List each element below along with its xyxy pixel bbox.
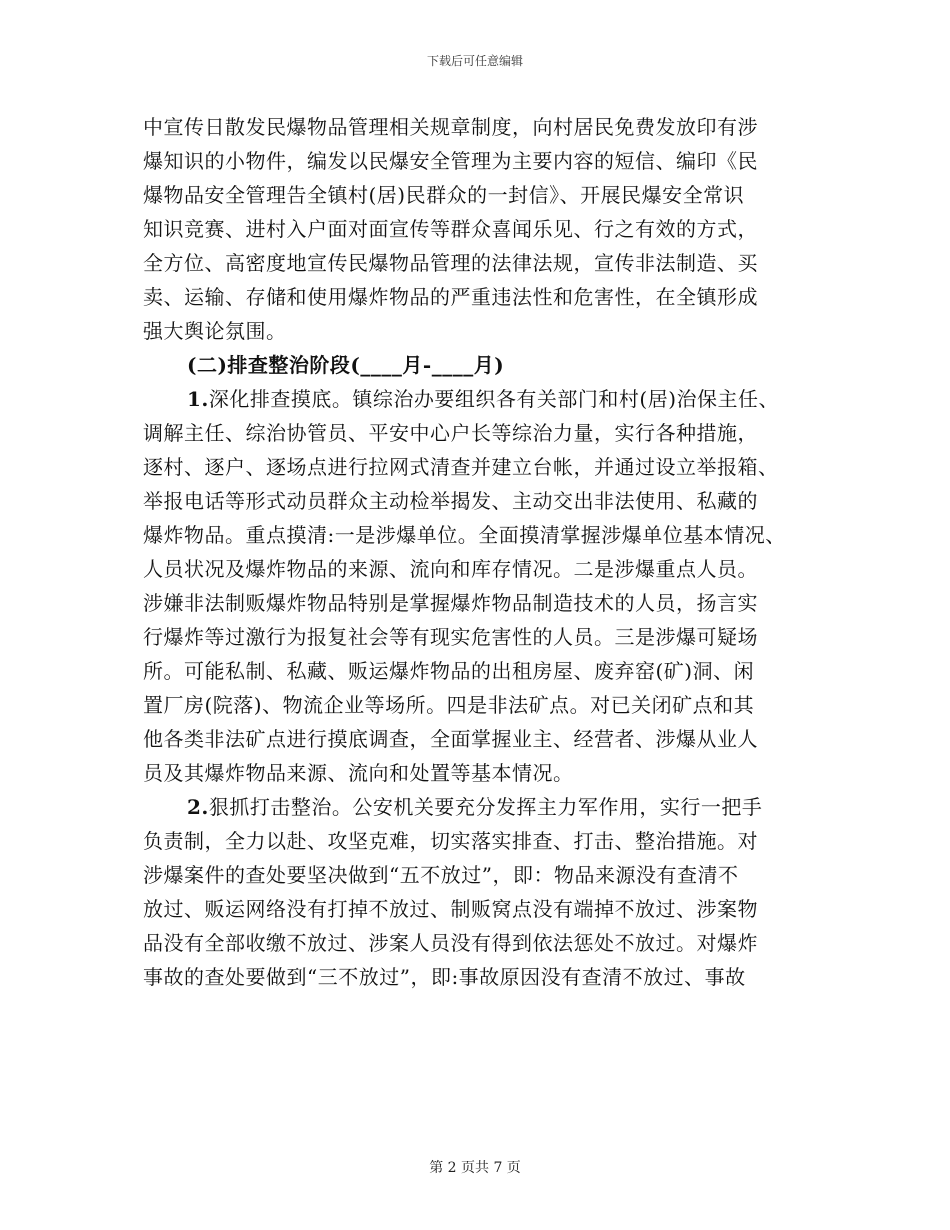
item-number: 1.	[187, 387, 209, 411]
body-line: 爆炸物品。重点摸清:一是涉爆单位。全面摸清掌握涉爆单位基本情况、	[143, 523, 786, 547]
body-line: 强大舆论氛围。	[143, 319, 287, 343]
document-body	[143, 110, 813, 994]
body-line: 所。可能私制、私藏、贩运爆炸物品的出租房屋、废弃窑(矿)洞、闲	[143, 659, 755, 683]
body-line: 人员状况及爆炸物品的来源、流向和库存情况。二是涉爆重点人员。	[143, 557, 758, 581]
page-header: 下载后可任意编辑	[426, 54, 523, 68]
body-line: 员及其爆炸物品来源、流向和处置等基本情况。	[143, 761, 574, 785]
body-line: 中宣传日散发民爆物品管理相关规章制度，向村居民免费发放印有涉	[143, 115, 758, 139]
body-line: 涉嫌非法制贩爆炸物品特别是掌握爆炸物品制造技术的人员，扬言实	[143, 591, 758, 615]
body-line: 全方位、高密度地宣传民爆物品管理的法律法规，宣传非法制造、买	[143, 251, 758, 275]
item-number: 2.	[187, 795, 209, 819]
section-heading: (二)排查整治阶段(____月-____月)	[187, 353, 505, 377]
page-footer: 第 2 页共 7 页	[429, 1160, 521, 1176]
body-line: 行爆炸等过激行为报复社会等有现实危害性的人员。三是涉爆可疑场	[143, 625, 758, 649]
body-line: 涉爆案件的查处要坚决做到“五不放过”，即：物品来源没有查清不	[143, 863, 739, 887]
body-line: 深化排查摸底。镇综治办要组织各有关部门和村(居)治保主任、	[208, 387, 779, 411]
body-line: 狠抓打击整治。公安机关要充分发挥主力军作用，实行一把手	[208, 795, 763, 819]
body-line: 事故的查处要做到“三不放过”，即:事故原因没有查清不放过、事故	[143, 965, 746, 989]
body-line: 负责制，全力以赴、攻坚克难，切实落实排查、打击、整治措施。对	[143, 829, 758, 853]
numbered-item-1	[143, 382, 813, 416]
body-line: 逐村、逐户、逐场点进行拉网式清查并建立台帐，并通过设立举报箱、	[143, 455, 779, 479]
body-line: 举报电话等形式动员群众主动检举揭发、主动交出非法使用、私藏的	[143, 489, 758, 513]
body-line: 爆知识的小物件，编发以民爆安全管理为主要内容的短信、编印《民	[143, 149, 758, 173]
body-line: 爆物品安全管理告全镇村(居)民群众的一封信》、开展民爆安全常识	[143, 183, 745, 207]
numbered-item-2	[143, 790, 813, 824]
body-line: 他各类非法矿点进行摸底调查，全面掌握业主、经营者、涉爆从业人	[143, 727, 758, 751]
body-line: 调解主任、综治协管员、平安中心户长等综治力量，实行各种措施，	[143, 421, 758, 445]
body-line: 放过、贩运网络没有打掉不放过、制贩窝点没有端掉不放过、涉案物	[143, 897, 758, 921]
body-line: 置厂房(院落)、物流企业等场所。四是非法矿点。对已关闭矿点和其	[143, 693, 755, 717]
body-line: 卖、运输、存储和使用爆炸物品的严重违法性和危害性，在全镇形成	[143, 285, 758, 309]
body-line: 品没有全部收缴不放过、涉案人员没有得到依法惩处不放过。对爆炸	[143, 931, 758, 955]
body-line: 知识竞赛、进村入户面对面宣传等群众喜闻乐见、行之有效的方式，	[143, 217, 758, 241]
